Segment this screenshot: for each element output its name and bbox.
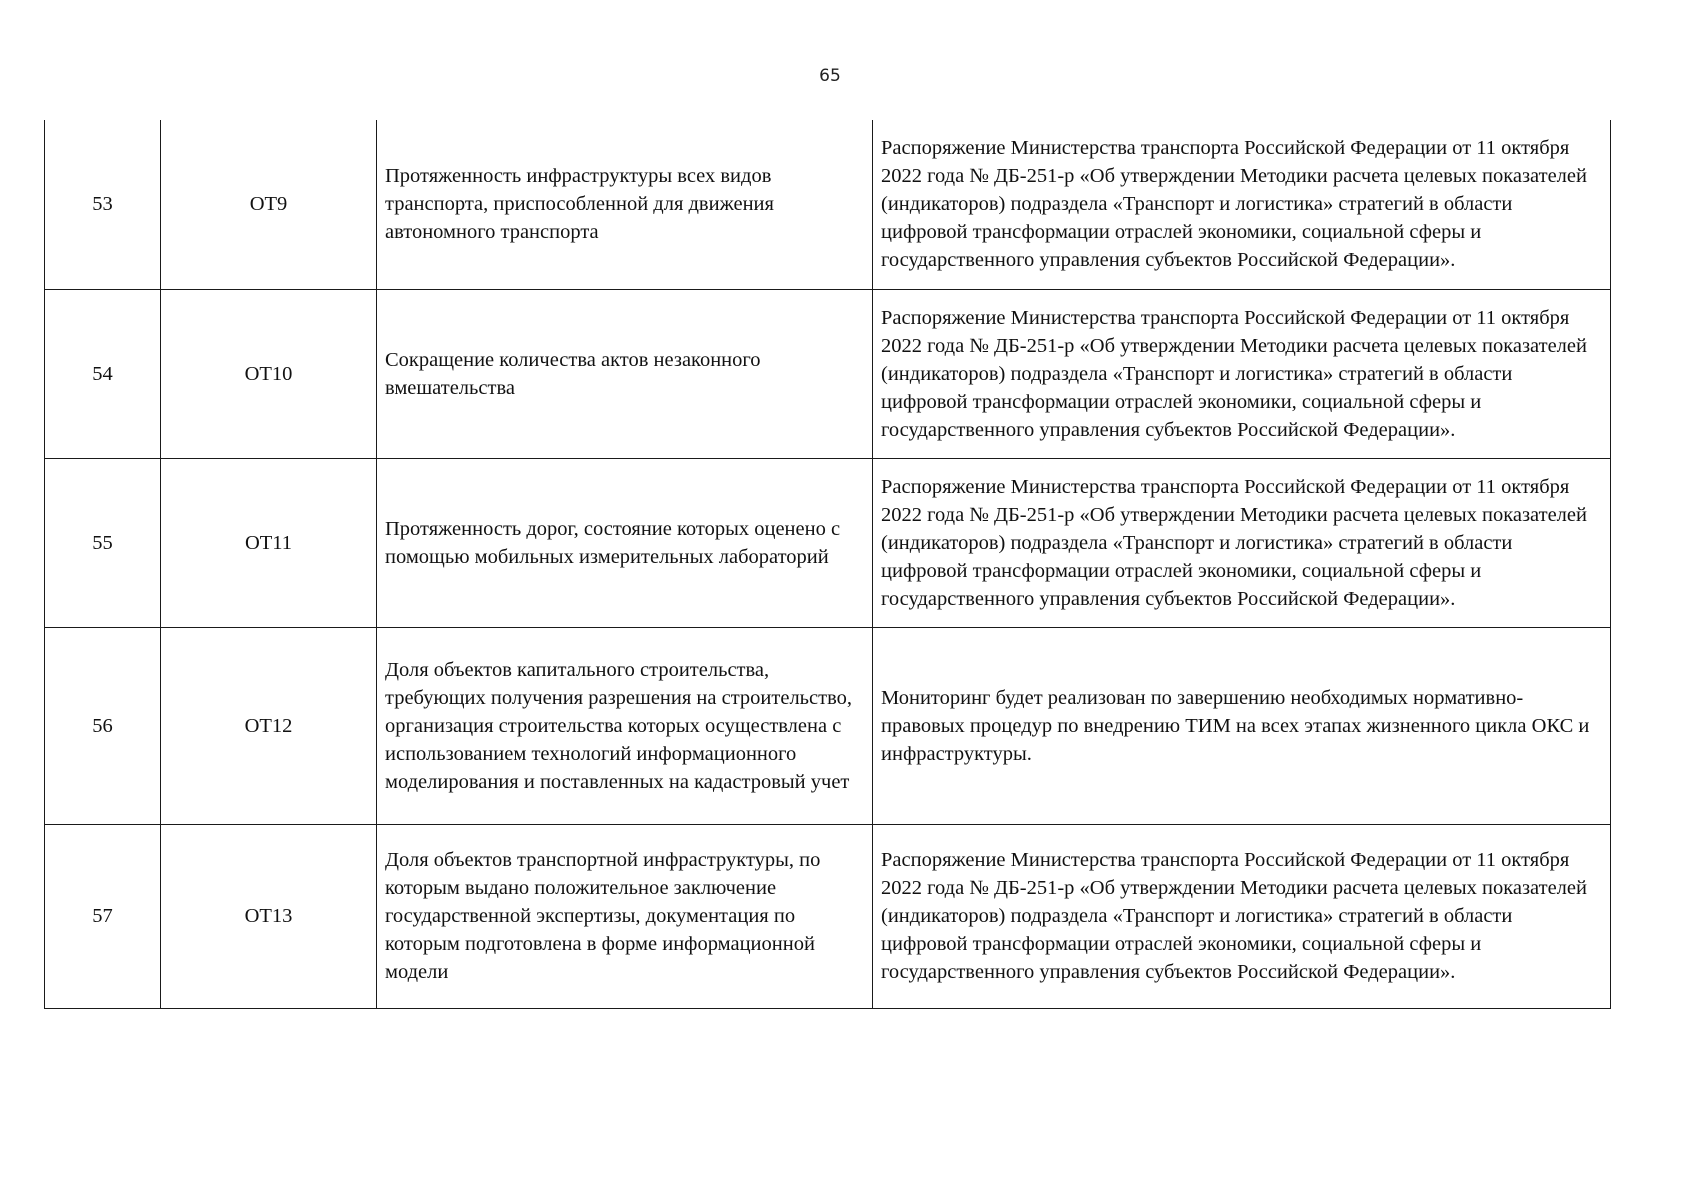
table-row: [45, 627, 1611, 824]
page-number: 65: [819, 66, 841, 86]
indicator-source: Распоряжение Министерства транспорта Российской Федерации от 11 октября 2022 года № ДБ-251-р «Об утверждении Методики расчета целевых показателей (индикаторов) подраздела «Транспорт и логистика» стратегий в области цифровой трансформации отраслей экономики, социальной сферы и государственного управления субъектов Российской Федерации».: [873, 458, 1611, 627]
row-number: 56: [45, 627, 161, 824]
row-number: 57: [45, 824, 161, 1008]
indicator-source: Мониторинг будет реализован по завершению необходимых нормативно-правовых процедур по внедрению ТИМ на всех этапах жизненного цикла ОКС и инфраструктуры.: [873, 627, 1611, 824]
table-row: [45, 824, 1611, 1008]
indicator-source: Распоряжение Министерства транспорта Российской Федерации от 11 октября 2022 года № ДБ-251-р «Об утверждении Методики расчета целевых показателей (индикаторов) подраздела «Транспорт и логистика» стратегий в области цифровой трансформации отраслей экономики, социальной сферы и государственного управления субъектов Российской Федерации».: [873, 120, 1611, 289]
indicator-source: Распоряжение Министерства транспорта Российской Федерации от 11 октября 2022 года № ДБ-251-р «Об утверждении Методики расчета целевых показателей (индикаторов) подраздела «Транспорт и логистика» стратегий в области цифровой трансформации отраслей экономики, социальной сферы и государственного управления субъектов Российской Федерации».: [873, 824, 1611, 1008]
table-row: [45, 458, 1611, 627]
row-number: 55: [45, 458, 161, 627]
indicator-code: ОТ10: [161, 289, 377, 458]
row-number: 54: [45, 289, 161, 458]
table-row: [45, 289, 1611, 458]
table-row: [45, 120, 1611, 289]
indicator-name: Доля объектов капитального строительства, требующих получения разрешения на строительство, организация строительства которых осуществлена с использованием технологий информационного моделирования и поставленных на кадастровый учет: [377, 627, 873, 824]
indicator-source: Распоряжение Министерства транспорта Российской Федерации от 11 октября 2022 года № ДБ-251-р «Об утверждении Методики расчета целевых показателей (индикаторов) подраздела «Транспорт и логистика» стратегий в области цифровой трансформации отраслей экономики, социальной сферы и государственного управления субъектов Российской Федерации».: [873, 289, 1611, 458]
row-number: 53: [45, 120, 161, 289]
indicator-table: [44, 120, 1611, 1009]
indicator-name: Доля объектов транспортной инфраструктуры, по которым выдано положительное заключение государственной экспертизы, документация по которым подготовлена в форме информационной модели: [377, 824, 873, 1008]
indicator-name: Протяженность инфраструктуры всех видов транспорта, приспособленной для движения автономного транспорта: [377, 120, 873, 289]
indicator-code: ОТ13: [161, 824, 377, 1008]
indicator-code: ОТ12: [161, 627, 377, 824]
indicator-code: ОТ9: [161, 120, 377, 289]
indicator-name: Протяженность дорог, состояние которых оценено с помощью мобильных измерительных лабораторий: [377, 458, 873, 627]
indicator-code: ОТ11: [161, 458, 377, 627]
indicator-name: Сокращение количества актов незаконного вмешательства: [377, 289, 873, 458]
